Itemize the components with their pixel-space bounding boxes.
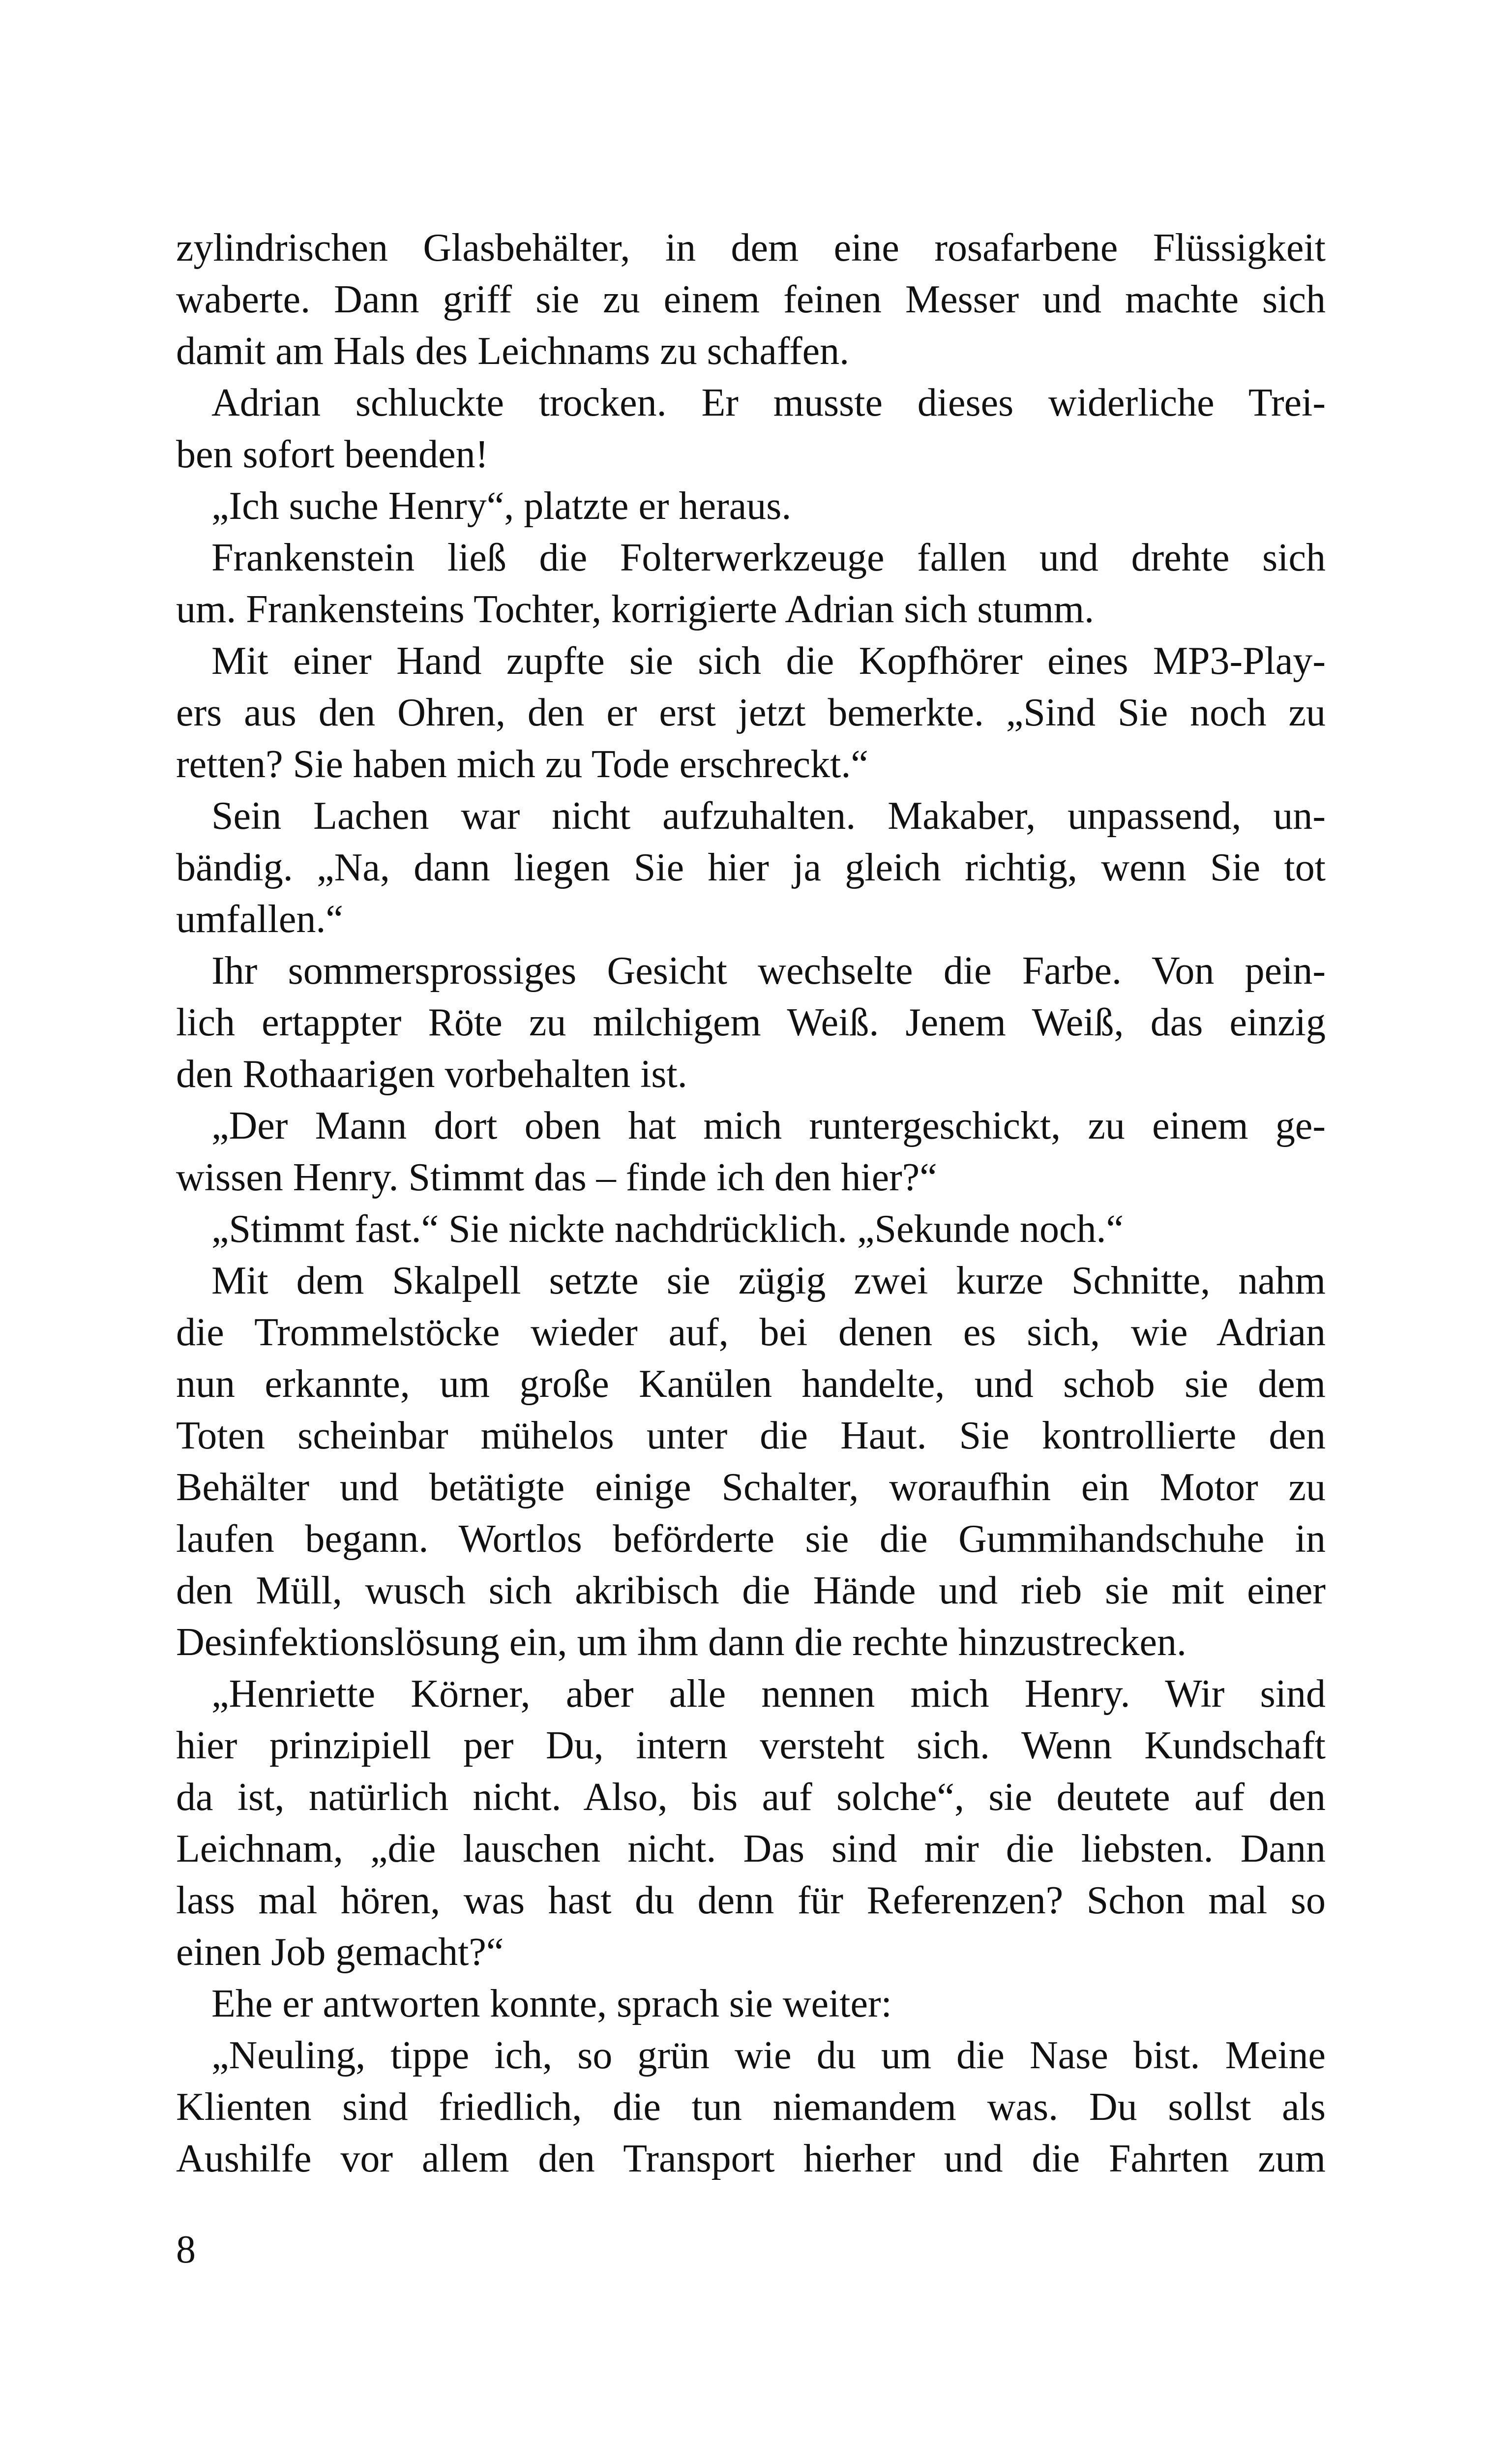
text-line: Behälter und betätigte einige Schalter, woraufhin ein Motor zu <box>176 1466 1326 1509</box>
text-line: zylindrischen Glasbehälter, in dem eine rosafarbene Flüssigkeit <box>176 226 1326 270</box>
text-line: „Stimmt fast.“ Sie nickte nachdrücklich. „Sekunde noch.“ <box>211 1207 1124 1251</box>
text-line: ers aus den Ohren, den er erst jetzt bemerkte. „Sind Sie noch zu <box>176 691 1326 734</box>
text-line: Mit einer Hand zupfte sie sich die Kopfhörer eines MP3-Play- <box>211 639 1326 683</box>
text-line: Frankenstein ließ die Folterwerkzeuge fallen und drehte sich <box>211 536 1326 579</box>
text-line: retten? Sie haben mich zu Tode erschreckt.“ <box>176 743 868 786</box>
text-line: „Neuling, tippe ich, so grün wie du um die Nase bist. Meine <box>211 2034 1326 2077</box>
text-line: lass mal hören, was hast du denn für Referenzen? Schon mal so <box>176 1879 1326 1922</box>
text-line: Desinfektionslösung ein, um ihm dann die rechte hinzustrecken. <box>176 1621 1187 1664</box>
text-line: Adrian schluckte trocken. Er musste dieses widerliche Trei- <box>211 381 1326 424</box>
text-line: „Ich suche Henry“, platzte er heraus. <box>211 484 792 528</box>
text-line: wissen Henry. Stimmt das – finde ich den hier?“ <box>176 1156 937 1199</box>
text-line: Leichnam, „die lauschen nicht. Das sind mir die liebsten. Dann <box>176 1827 1326 1870</box>
text-line: den Müll, wusch sich akribisch die Hände und rieb sie mit einer <box>176 1569 1326 1612</box>
text-line: ben sofort beenden! <box>176 433 489 476</box>
text-line: Mit dem Skalpell setzte sie zügig zwei kurze Schnitte, nahm <box>211 1259 1326 1302</box>
text-line: umfallen.“ <box>176 898 343 941</box>
text-line: um. Frankensteins Tochter, korrigierte Adrian sich stumm. <box>176 588 1095 631</box>
text-line: Sein Lachen war nicht aufzuhalten. Makaber, unpassend, un- <box>211 794 1326 838</box>
text-line: lich ertappter Röte zu milchigem Weiß. Jenem Weiß, das einzig <box>176 1001 1326 1044</box>
text-line: Aushilfe vor allem den Transport hierher und die Fahrten zum <box>176 2137 1326 2180</box>
text-line: Ihr sommersprossiges Gesicht wechselte die Farbe. Von pein- <box>211 949 1326 993</box>
text-line: Klienten sind friedlich, die tun niemandem was. Du sollst als <box>176 2085 1326 2129</box>
text-line: waberte. Dann griff sie zu einem feinen Messer und machte sich <box>176 278 1326 321</box>
page-number: 8 <box>176 2228 196 2271</box>
body-text <box>176 222 1326 2185</box>
text-line: damit am Hals des Leichnams zu schaffen. <box>176 330 850 373</box>
text-line: nun erkannte, um große Kanülen handelte, und schob sie dem <box>176 1362 1326 1406</box>
text-line: laufen begann. Wortlos beförderte sie die Gummihandschuhe in <box>176 1517 1326 1561</box>
text-line: den Rothaarigen vorbehalten ist. <box>176 1053 687 1096</box>
text-line: bändig. „Na, dann liegen Sie hier ja gleich richtig, wenn Sie tot <box>176 846 1326 889</box>
text-line: die Trommelstöcke wieder auf, bei denen es sich, wie Adrian <box>176 1311 1326 1354</box>
text-line: „Henriette Körner, aber alle nennen mich Henry. Wir sind <box>211 1672 1326 1716</box>
text-line: „Der Mann dort oben hat mich runtergeschickt, zu einem ge- <box>211 1104 1326 1147</box>
text-line: da ist, natürlich nicht. Also, bis auf solche“, sie deutete auf den <box>176 1776 1326 1819</box>
text-line: einen Job gemacht?“ <box>176 1930 504 1974</box>
text-line: hier prinzipiell per Du, intern versteht sich. Wenn Kundschaft <box>176 1724 1326 1767</box>
text-line: Toten scheinbar mühelos unter die Haut. Sie kontrollierte den <box>176 1414 1326 1457</box>
text-line: Ehe er antworten konnte, sprach sie weiter: <box>211 1982 892 2025</box>
